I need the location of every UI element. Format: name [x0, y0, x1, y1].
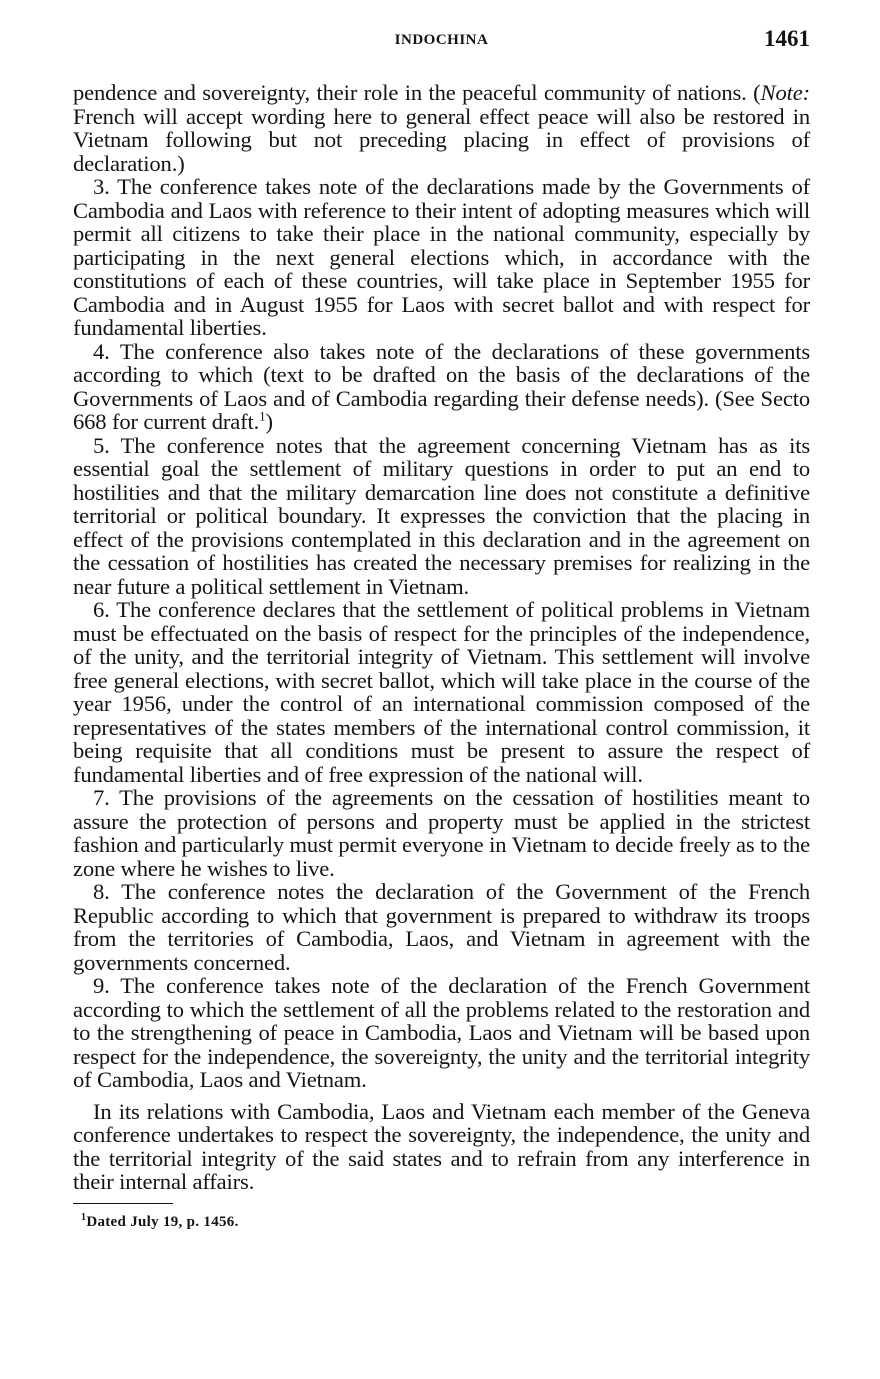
paragraph-continuation-text: pendence and sovereignty, their role in the peaceful community of nations. ( [73, 80, 761, 105]
footnote-reference: 1 [259, 408, 266, 424]
footnote [81, 1211, 810, 1231]
paragraph-6: 6. The conference declares that the settlement of political problems in Vietnam must be effectuated on the basis of respect for the principles of the independence, of the unity, and the territorial integrity of Vietnam. This settlement will involve free general elections, with secret ballot, which will take place in the course of the year 1956, under the control of an international commission composed of the representatives of the states members of the international control commission, it being requisite that all conditions must be present to assure the respect of fundamental liberties and of free expression of the national will. [73, 597, 810, 787]
paragraph-3: 3. The conference takes note of the declarations made by the Governments of Cambodia and Laos with reference to their intent of adopting measures which will permit all citizens to take their place in the national community, especially by participating in the next general elections which, in accordance with the constitutions of each of these countries, will take place in September 1955 for Cambodia and in August 1955 for Laos with secret ballot and with respect for fundamental liberties. [73, 174, 810, 340]
running-header [73, 26, 810, 60]
paragraph-8: 8. The conference notes the declaration of the Government of the French Republic according to which that government is prepared to withdraw its troops from the territories of Cambodia, Laos, and Vietnam in agreement with the governments concerned. [73, 879, 810, 975]
paragraph-4-text: 4. The conference also takes note of the declarations of these governments according to which (text to be drafted on the basis of the declarations of the Governments of Laos and of Cambodia regarding their defense needs). (See Secto 668 for current draft. [73, 338, 810, 434]
document-page [73, 26, 810, 1231]
running-title: INDOCHINA [394, 32, 489, 48]
paragraph-4-closing: ) [265, 409, 273, 434]
paragraph-7: 7. The provisions of the agreements on the cessation of hostilities meant to assure the protection of persons and property must be applied in the strictest fashion and particularly must permit everyone in Vietnam to decide freely as to the zone where he wishes to live. [73, 785, 810, 881]
note-text: French will accept wording here to general effect peace will also be restored in Vietnam following but not preceding placing in effect of provisions of declaration.) [73, 103, 810, 176]
paragraph-4 [73, 340, 810, 434]
footnote-divider [73, 1203, 173, 1204]
body-text [73, 81, 810, 1194]
footnote-text: Dated July 19, p. 1456. [86, 1213, 239, 1230]
footnote-marker: 1 [81, 1211, 87, 1223]
paragraph-final: In its relations with Cambodia, Laos and Vietnam each member of the Geneva conference undertakes to respect the sovereignty, the independence, the unity and the territorial integrity of the said states and to refrain from any interference in their internal affairs. [73, 1098, 810, 1194]
page-number: 1461 [764, 26, 810, 51]
paragraph-5: 5. The conference notes that the agreement concerning Vietnam has as its essential goal the settlement of military questions in order to put an end to hostilities and that the military demarcation line does not constitute a definitive territorial or political boundary. It expresses the conviction that the placing in effect of the provisions contemplated in this declaration and in the agreement on the cessation of hostilities has created the necessary premises for realizing in the near future a political settlement in Vietnam. [73, 432, 810, 599]
paragraph-continuation [73, 81, 810, 175]
note-label: Note: [760, 80, 810, 105]
paragraph-9: 9. The conference takes note of the declaration of the French Government according to which the settlement of all the problems related to the restoration and to the strengthening of peace in Cambodia, Laos and Vietnam will be based upon respect for the independence, the sovereignty, the unity and the territorial integrity of Cambodia, Laos and Vietnam. [73, 973, 810, 1092]
